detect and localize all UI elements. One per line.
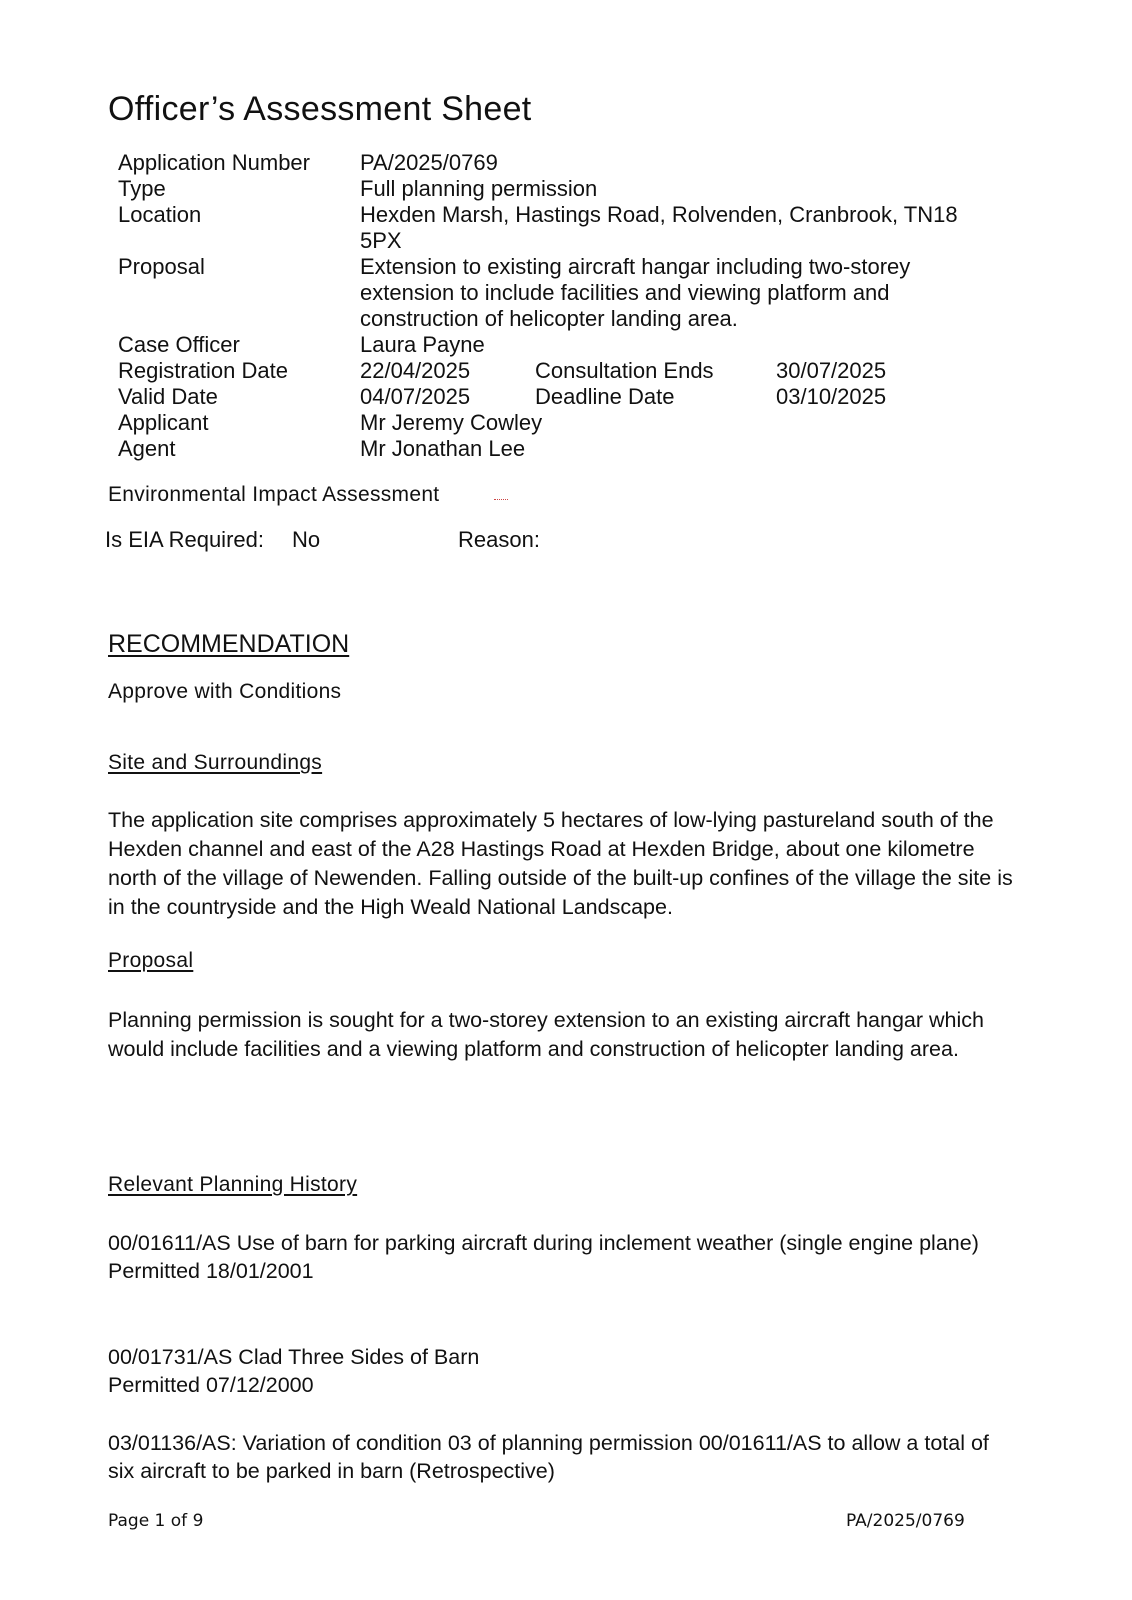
recommendation-value: Approve with Conditions bbox=[108, 680, 342, 703]
applicant-value: Mr Jeremy Cowley bbox=[360, 410, 543, 435]
registration-date-value: 22/04/2025 bbox=[360, 358, 471, 383]
case-officer-value: Laura Payne bbox=[360, 332, 485, 357]
proposal-value: Extension to existing aircraft hangar including two-storey extension to include facilities and viewing platform and construction of helicopter landing area. bbox=[360, 254, 911, 331]
page-title: Officer’s Assessment Sheet bbox=[108, 90, 532, 128]
eia-heading: Environmental Impact Assessment bbox=[108, 483, 440, 506]
eia-reason-label: Reason: bbox=[458, 527, 540, 552]
site-text: The application site comprises approximately 5 hectares of low-lying pastureland south of the Hexden channel and east of the A28 Hastings Road at Hexden Bridge, about one kilometre north of the village of Newenden. Falling outside of the built-up confines of the village the site is in the countryside and the High Weald National Landscape. bbox=[108, 808, 1013, 919]
proposal-heading: Proposal bbox=[108, 949, 194, 972]
comment-marker bbox=[494, 499, 508, 500]
history-description: 03/01136/AS: Variation of condition 03 of planning permission 00/01611/AS to allow a total of six aircraft to be parked in barn (Retrospective) bbox=[108, 1431, 989, 1483]
footer-page-number: Page 1 of 9 bbox=[108, 1511, 204, 1531]
valid-date-value: 04/07/2025 bbox=[360, 384, 471, 409]
history-heading: Relevant Planning History bbox=[108, 1173, 358, 1196]
deadline-date-label: Deadline Date bbox=[535, 384, 675, 409]
type-value: Full planning permission bbox=[360, 176, 598, 201]
agent-value: Mr Jonathan Lee bbox=[360, 436, 526, 461]
history-item bbox=[108, 1229, 1008, 1285]
site-heading: Site and Surroundings bbox=[108, 751, 323, 774]
recommendation-heading: RECOMMENDATION bbox=[108, 630, 350, 658]
eia-required-value: No bbox=[292, 527, 321, 552]
location-value: Hexden Marsh, Hastings Road, Rolvenden, Cranbrook, TN18 5PX bbox=[360, 202, 958, 253]
agent-label: Agent bbox=[118, 436, 176, 461]
application-number-value: PA/2025/0769 bbox=[360, 150, 498, 175]
registration-date-label: Registration Date bbox=[118, 358, 288, 383]
application-number-label: Application Number bbox=[118, 150, 310, 175]
footer-reference: PA/2025/0769 bbox=[846, 1511, 965, 1531]
applicant-label: Applicant bbox=[118, 410, 209, 435]
eia-required-label: Is EIA Required: bbox=[105, 527, 264, 552]
case-officer-label: Case Officer bbox=[118, 332, 240, 357]
history-decision: Permitted 07/12/2000 bbox=[108, 1373, 314, 1397]
valid-date-label: Valid Date bbox=[118, 384, 218, 409]
consultation-ends-label: Consultation Ends bbox=[535, 358, 714, 383]
location-label: Location bbox=[118, 202, 202, 227]
consultation-ends-value: 30/07/2025 bbox=[776, 358, 887, 383]
deadline-date-value: 03/10/2025 bbox=[776, 384, 887, 409]
history-item bbox=[108, 1429, 1008, 1485]
proposal-text: Planning permission is sought for a two-storey extension to an existing aircraft hangar which would include facilities and a viewing platform and construction of helicopter landing area. bbox=[108, 1008, 984, 1061]
proposal-label: Proposal bbox=[118, 254, 205, 279]
history-description: 00/01731/AS Clad Three Sides of Barn bbox=[108, 1345, 480, 1369]
type-label: Type bbox=[118, 176, 166, 201]
history-description: 00/01611/AS Use of barn for parking aircraft during inclement weather (single engine plane) bbox=[108, 1231, 979, 1255]
history-decision: Permitted 18/01/2001 bbox=[108, 1259, 314, 1283]
history-item bbox=[108, 1343, 1008, 1399]
